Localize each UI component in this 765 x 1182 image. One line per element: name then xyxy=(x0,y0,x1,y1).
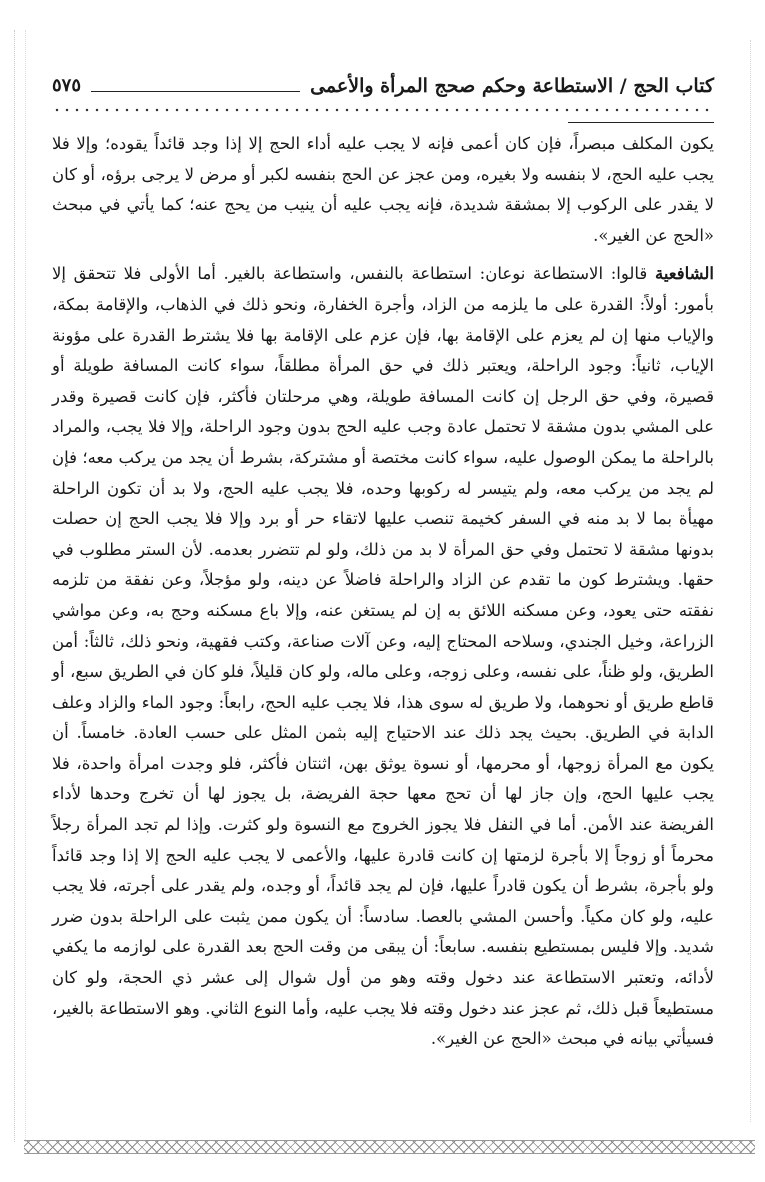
book-page xyxy=(52,74,714,1055)
scan-edge-left xyxy=(14,30,26,1142)
scan-edge-right xyxy=(750,40,759,1122)
running-head xyxy=(52,74,714,98)
footnote-rule xyxy=(568,122,714,123)
paragraph-shafii-text: قالوا: الاستطاعة نوعان: استطاعة بالنفس، واستطاعة بالغير. أما الأولى فلا تتحقق إلا بأمور: أولاً: القدرة على ما يلزمه من الزاد، وأجرة الخفارة، ونحو ذلك في الذهاب، والإقامة بمكة، والإياب منها إن لم يعزم على الإقامة بها، فإن عزم على الإقامة بها فلا يشترط القدرة على مؤونة الإياب، ثانياً: وجود الراحلة، ويعتبر ذلك في حق المرأة مطلقاً، سواء كانت المسافة طويلة أو قصيرة، وفي حق الرجل إن كانت المسافة طويلة، وهي مرحلتان فأكثر، فإن كانت قصيرة وقدر على المشي بدون مشقة لا تحتمل عادة وجب عليه الحج بدون وجود الراحلة، وإلا فلا يجب، والمراد بالراحلة ما يمكن الوصول عليه، سواء كانت مختصة أو مشتركة، بشرط أن يجد من يركب معه؛ فإن لم يجد من يركب معه، ولم يتيسر له ركوبها وحده، فلا يجب عليه الحج، ولا بد أن تكون الراحلة مهيأة بما لا بد منه في السفر كخيمة تنصب عليها لاتقاء حر أو برد وإلا فلا يجب الحج إن حصلت بدونها مشقة لا تحتمل وفي حق المرأة لا بد من ذلك، ولو لم تتضرر بعدمه. لأن الستر مطلوب في حقها. ويشترط كون ما تقدم عن الزاد والراحلة فاضلاً عن دينه، ولو مؤجلاً، وعن نفقة من تلزمه نفقته حتى يعود، وعن مسكنه اللائق به إن لم يستغن عنه، وإلا باع مسكنه وحج به، وعن مواشي الزراعة، وخيل الجندي، وسلاحه المحتاج إليه، وعن آلات صناعة، وكتب فقهية، ونحو ذلك، ثالثاً: أمن الطريق، ولو ظناً، على نفسه، وعلى زوجه، وعلى ماله، ولو كان قليلاً، فلو كان في الطريق سبع، أو قاطع طريق أو نحوهما، ولا طريق له سوى هذا، فلا يجب عليه الحج، رابعاً: وجود الماء والزاد وعلف الدابة في الطريق. بحيث يجد ذلك عند الاحتياج إليه بثمن المثل على حسب العادة. خامساً. أن يكون مع المرأة زوجها، أو محرمها، أو نسوة يوثق بهن، اثنتان فأكثر، فلو وجدت امرأة واحدة، فلا يجب عليها الحج، وإن جاز لها أن تحج معها حجة الفريضة، بل يجوز لها أن تخرج وحدها لأداء الفريضة عند الأمن. أما في النفل فلا يجوز الخروج مع النسوة ولو كثرت. وإذا لم تجد المرأة رجلاً محرماً أو زوجاً إلا بأجرة لزمتها إن كانت قادرة عليها، والأعمى لا يجب عليه الحج إلا إذا وجد قائداً ولو بأجرة، بشرط أن يكون قادراً عليها، فإن لم يجد قائداً، أو وجده، ولم يقدر على أجرته، فلا يجب عليه، ولو كان مكياً. وأحسن المشي بالعصا. سادساً: أن يكون ممن يثبت على الراحلة بدون ضرر شديد. وإلا فليس بمستطيع بنفسه. سابعاً: أن يبقى من وقت الحج بعد القدرة على لوازمه ما يكفي لأدائه، وتعتبر الاستطاعة عند دخول وقته وهو من أول شوال إلى عشر ذي الحجة، ولو كان مستطيعاً قبل ذلك، ثم عجز عند دخول وقته فلا يجب عليه، وأما النوع الثاني. وهو الاستطاعة بالغير، فسيأتي بيانه في مبحث «الحج عن الغير». xyxy=(52,264,714,1049)
dotted-separator xyxy=(52,108,714,112)
running-head-rule xyxy=(91,91,300,92)
page-number: ٥٧٥ xyxy=(52,75,82,96)
paragraph-continuation: يكون المكلف مبصراً، فإن كان أعمى فإنه لا يجب عليه أداء الحج إلا إذا وجد قائداً يقوده؛ وإلا فلا يجب عليه الحج، لا بنفسه ولا بغيره، ومن عجز عن الحج بنفسه لكبر أو مرض لا يرجى برؤه، أو كان لا يقدر على الركوب إلا بمشقة شديدة، فإنه يجب عليه أن ينيب من يحج عنه؛ كما يأتي في مبحث «الحج عن الغير». xyxy=(52,134,714,245)
paragraph-shafii xyxy=(52,259,714,1054)
body-text xyxy=(52,129,714,1055)
running-head-title: كتاب الحج / الاستطاعة وحكم صحج المرأة والأعمى xyxy=(310,75,714,97)
school-label: الشافعية xyxy=(654,264,714,284)
bottom-ornament-border xyxy=(24,1140,755,1154)
